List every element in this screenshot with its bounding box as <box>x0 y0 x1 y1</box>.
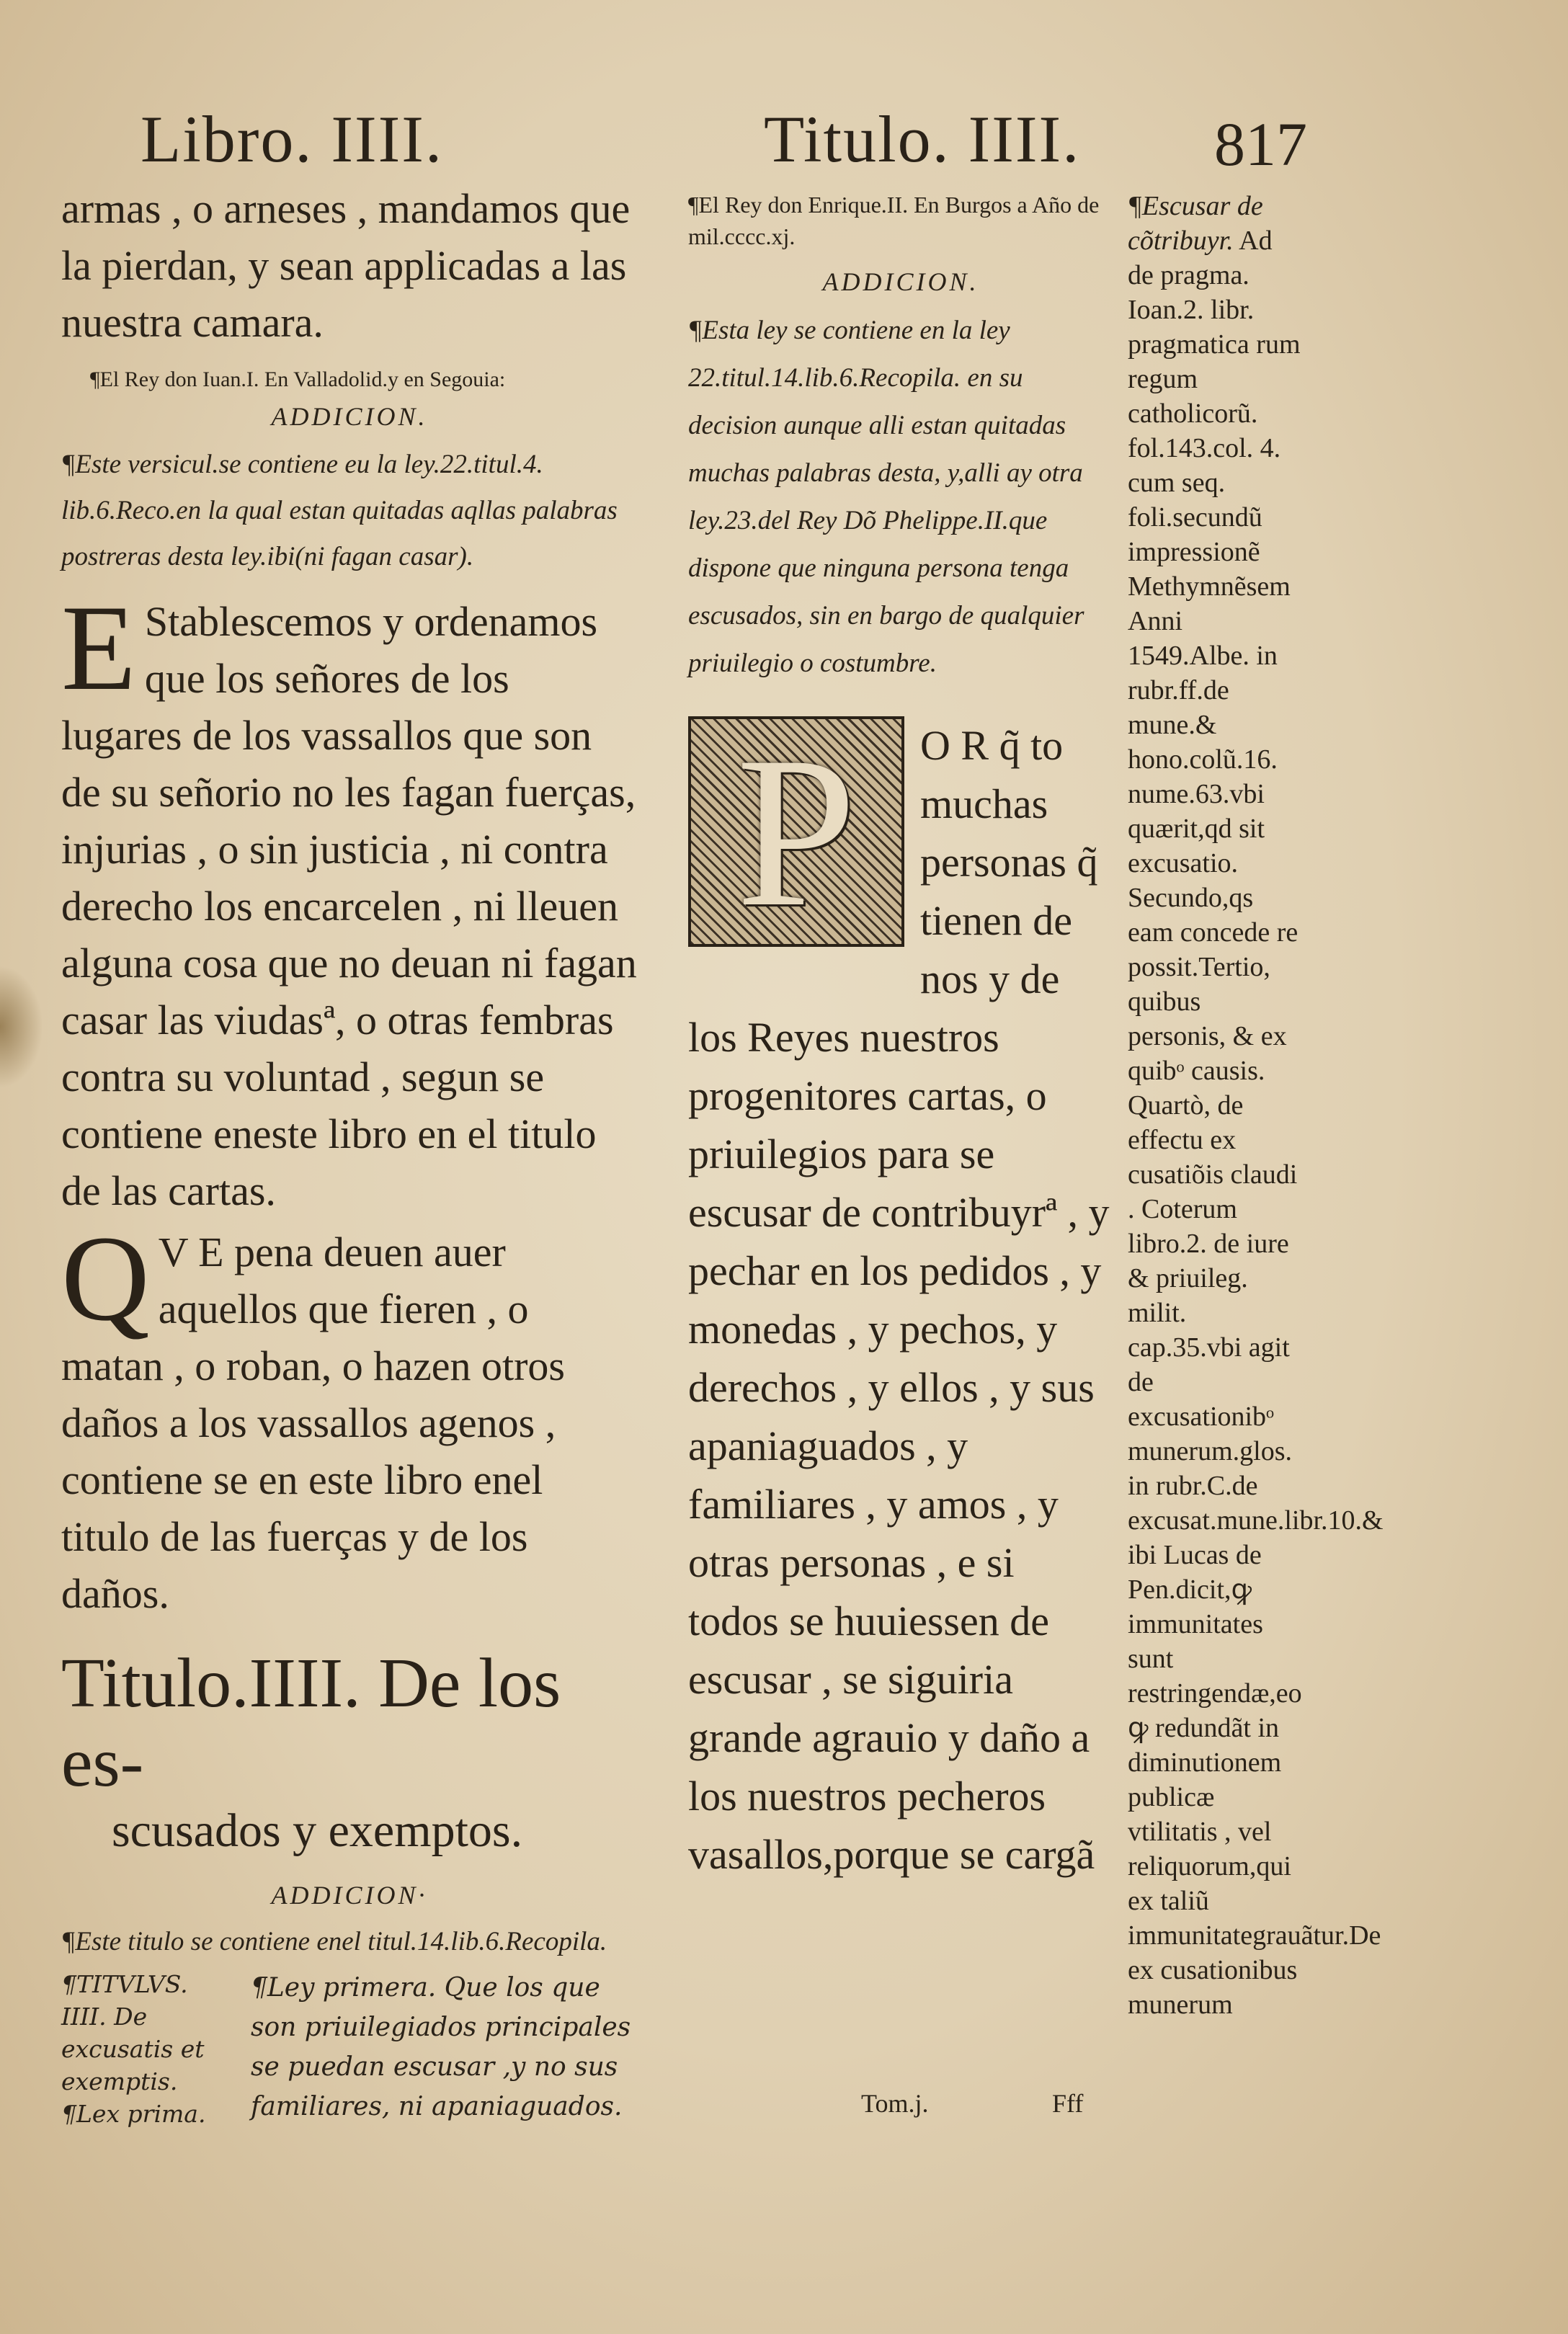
left-paragraph-3-text: V E pena deuen auer aquellos que fieren , o matan , o roban, o hazen otros daños a los vassallos agenos , contiene se en este libro enel titulo de las fuerças y de los daños. <box>61 1229 566 1617</box>
left-note-2: ¶Este titulo se contiene enel titul.14.lib.6.Recopila. <box>61 1927 607 1956</box>
dropcap-e: E <box>61 580 136 716</box>
section-title <box>61 1644 638 1860</box>
left-addicion-heading: ADDICION. <box>271 402 428 431</box>
footer-signature: Fff <box>1052 2089 1084 2118</box>
middle-note: ¶Esta ley se contiene en la ley 22.titul.14.lib.6.Recopila. en su decision aunque alli estan quitadas muchas palabras desta, y,alli ay otra ley.23.del Rey Dõ Phelippe.II.que dispone que ninguna persona tenga escusados, sin en bargo de qualquier priuilegio o costumbre. <box>688 316 1084 678</box>
left-paragraph-2 <box>61 580 638 1219</box>
side-note-titulus: ¶TITVLVS. IIII. De excusatis et exemptis. ¶Lex prima. <box>61 1970 206 2128</box>
middle-paragraph-text: O R q̃ to muchas personas q̃ tienen de nos y de los Reyes nuestros progenitores cartas, o priuilegios para se escusar de contribuyrª , y pechar en los pedidos , y monedas , y pechos, y derechos , y ellos , y sus apaniaguados , y familiares , y amos , y otras personas , e si todos se huuiessen de escusar , se siguiria grande agrauio y daño a los nuestros pecheros vasallos,porque se cargã <box>688 722 1110 1878</box>
running-head-right: Titulo. IIII. <box>764 102 1081 176</box>
margin-gloss-lead: ¶Escusar de cõtribuyr. <box>1128 191 1263 256</box>
left-paragraph-2-text: Stablescemos y ordenamos que los señores de los lugares de los vassallos que son de su señorio no les fagan fuerças, injurias , o sin justicia , ni contra derecho los encarcelen , ni lleuen alguna cosa que no deuan ni fagan casar las viudasª, o otras fembras contra su voluntad , segun se contiene eneste libro en el titulo de las cartas. <box>61 598 637 1214</box>
middle-column <box>688 189 1113 1884</box>
middle-paragraph <box>688 712 1113 1884</box>
left-note-1: ¶Este versicul.se contiene eu la ley.22.titul.4. lib.6.Reco.en la qual estan quitadas aqllas palabras postreras desta ley.ibi(ni fagan casar). <box>61 450 618 571</box>
left-paragraph-3 <box>61 1211 638 1622</box>
left-citation: ¶El Rey don Iuan.I. En Valladolid.y en Segouia: <box>90 368 506 391</box>
section-title-line-1: Titulo.IIII. De los es- <box>61 1644 561 1801</box>
left-paragraph-1: armas , o arneses , mandamos que la pierdan, y sean applicadas a las nuestra camara. <box>61 185 631 346</box>
left-addicion-heading-2: ADDICION· <box>271 1881 428 1910</box>
left-column <box>61 180 638 2130</box>
law-notes <box>61 1968 638 2130</box>
running-head-left: Libro. IIII. <box>141 102 443 176</box>
page-number: 817 <box>1214 110 1307 179</box>
footer-volume: Tom.j. <box>861 2089 929 2118</box>
middle-addicion-heading: ADDICION. <box>822 267 979 296</box>
ornamental-dropcap-p <box>688 712 904 951</box>
section-title-line-2: scusados y exemptos. <box>112 1804 523 1857</box>
margin-gloss-text: Ad de pragma. Ioan.2. libr. pragmatica rum regum catholicorũ. fol.143.col. 4. cum seq. foli.secundũ impressionẽ Methymnẽsem Anni 1549.Albe. in rubr.ff.de mune.& hono.colũ.16. nume.63.vbi quærit,qd sit excusatio. Secundo,qs eam concede re possit.Tertio, quibus personis, & ex quibᵒ causis. Quartò, de effectu ex cusatiõis claudi . Coterum libro.2. de iure & priuileg. milit. cap.35.vbi agit de excusationibᵒ munerum.glos. in rubr.C.de excusat.mune.libr.10.& ibi Lucas de Pen.dicit,ꝙ immunitates sunt restringendæ,eo ꝙ redundãt in diminutionem publicæ vtilitatis , vel reliquorum,qui ex taliũ immunitategrauãtur.De ex cusationibus munerum <box>1128 226 1384 2020</box>
margin-gloss <box>1128 189 1384 2022</box>
dropcap-q: Q <box>61 1211 150 1346</box>
dropcap-p-letter: P <box>736 712 857 951</box>
page-stain <box>0 966 43 1088</box>
law-one-note: ¶Ley primera. Que los que son priuilegiados principales se puedan escusar ,y no sus familiares, ni apaniaguados. <box>251 1973 631 2121</box>
middle-citation: ¶El Rey don Enrique.II. En Burgos a Año de mil.cccc.xj. <box>688 192 1100 249</box>
